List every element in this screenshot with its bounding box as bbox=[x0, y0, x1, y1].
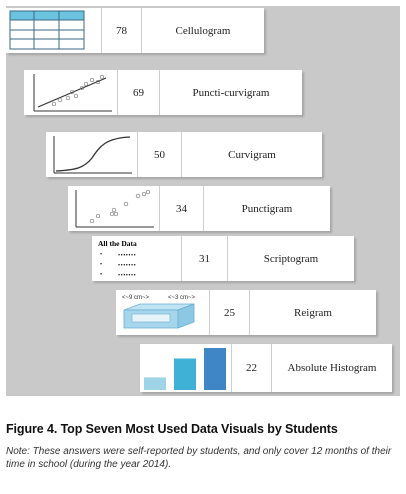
absolute-histogram-count: 22 bbox=[232, 344, 272, 392]
puncti-curvigram-label: Puncti-curvigram bbox=[160, 70, 302, 115]
histogram-bar bbox=[144, 377, 166, 390]
visual-row-reigram bbox=[116, 290, 376, 335]
scriptogram-bullet: • bbox=[100, 262, 103, 268]
punctigram-thumbnail bbox=[68, 186, 160, 231]
cellulogram-label: Cellulogram bbox=[142, 8, 264, 53]
puncti-curvigram-thumbnail bbox=[24, 70, 118, 115]
visual-row-punctigram bbox=[68, 186, 330, 231]
reigram-count: 25 bbox=[210, 290, 250, 335]
curvigram-count: 50 bbox=[138, 132, 182, 177]
visual-row-curvigram bbox=[46, 132, 322, 177]
reigram-dimension-b: <~3 cm~> bbox=[168, 295, 196, 301]
scriptogram-bullet: • bbox=[100, 272, 103, 278]
reigram-dimension-a: <~9 cm~> bbox=[122, 295, 150, 301]
reigram-thumbnail bbox=[116, 290, 210, 335]
figure-note: Note: These answers were self-reported by students, and only cover 12 months of their time in school (during the year 2014). bbox=[6, 446, 392, 470]
cellulogram-thumbnail bbox=[6, 8, 102, 53]
curvigram-label: Curvigram bbox=[182, 132, 322, 177]
scriptogram-title: All the Data bbox=[98, 239, 137, 248]
visual-row-absolute-histogram bbox=[140, 344, 392, 392]
punctigram-label: Punctigram bbox=[204, 186, 330, 231]
scriptogram-dots: ••••••• bbox=[118, 253, 137, 259]
cellulogram-count: 78 bbox=[102, 8, 142, 53]
scriptogram-thumbnail bbox=[92, 236, 182, 281]
punctigram-count: 34 bbox=[160, 186, 204, 231]
scriptogram-dots: ••••••• bbox=[118, 273, 137, 279]
scriptogram-count: 31 bbox=[182, 236, 228, 281]
curvigram-chart-icon bbox=[46, 132, 137, 177]
scriptogram-bullet: • bbox=[100, 252, 103, 258]
reigram-box-icon bbox=[116, 290, 210, 335]
visual-row-cellulogram bbox=[6, 8, 264, 53]
visual-row-puncti-curvigram bbox=[24, 70, 302, 115]
visual-row-scriptogram bbox=[92, 236, 354, 281]
scriptogram-label: Scriptogram bbox=[228, 236, 354, 281]
cellulogram-table-icon bbox=[6, 8, 101, 53]
histogram-bar bbox=[204, 348, 226, 390]
curvigram-thumbnail bbox=[46, 132, 138, 177]
histogram-bar bbox=[174, 359, 196, 391]
punctigram-chart-icon bbox=[68, 186, 159, 231]
scriptogram-dots: ••••••• bbox=[118, 263, 137, 269]
absolute-histogram-label: Absolute Histogram bbox=[272, 344, 392, 392]
absolute-histogram-thumbnail bbox=[140, 344, 232, 392]
absolute-histogram-chart-icon bbox=[140, 344, 231, 392]
puncti-curvigram-count: 69 bbox=[118, 70, 160, 115]
puncti-curvigram-chart-icon bbox=[24, 70, 117, 115]
reigram-label: Reigram bbox=[250, 290, 376, 335]
figure-caption: Figure 4. Top Seven Most Used Data Visuals by Students bbox=[6, 422, 338, 436]
